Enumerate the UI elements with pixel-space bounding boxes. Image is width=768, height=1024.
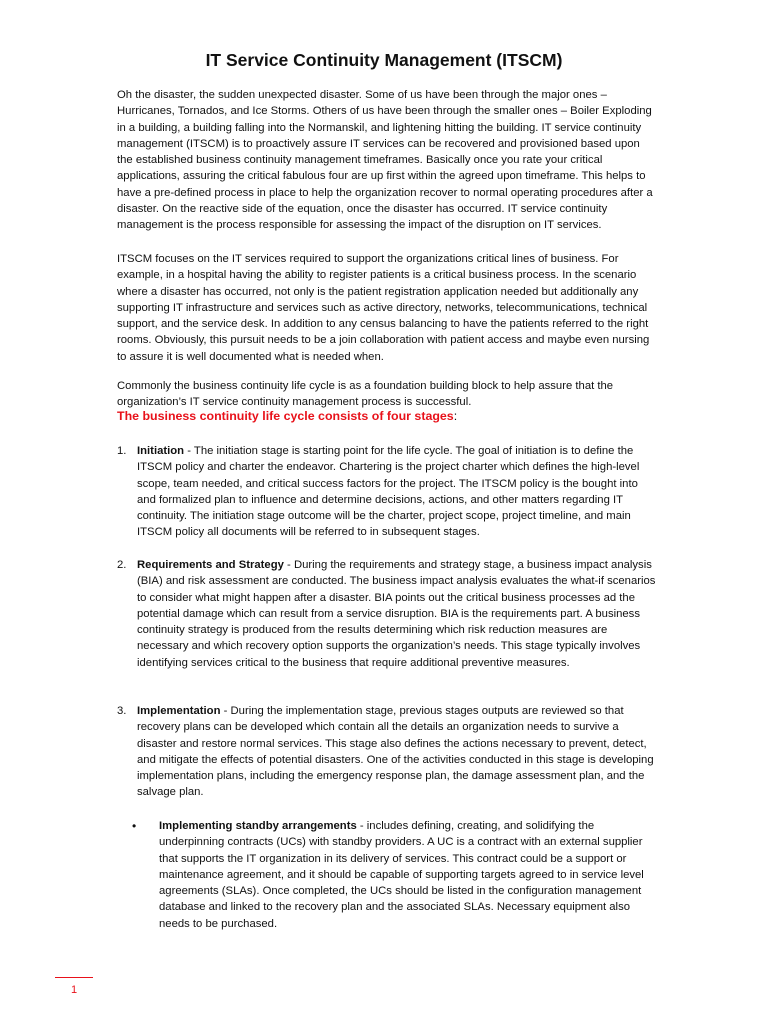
bullet-description: - includes defining, creating, and solidifying the underpinning contracts (UCs) with standby providers. A UC is a contract with an external supplier that supports the IT organization in its delivery of services. This contract could be a support or maintenance agreement, and it should be capable of supporting targets agreed to in service level agreements (SLAs). Once completed, the UCs should be listed in the configuration management database and linked to the recovery plan and the associated SLAs. Necessary equipment also needs to be purchased. bbox=[159, 820, 644, 930]
lifecycle-intro-paragraph: Commonly the business continuity life cycle is as a foundation building block to help assure that the organization’s IT service continuity management process is successful. bbox=[117, 380, 614, 409]
stage-term: Requirements and Strategy bbox=[137, 559, 284, 571]
list-number: 1. bbox=[117, 445, 127, 457]
bullet-icon: • bbox=[132, 819, 137, 833]
page-number: 1 bbox=[70, 984, 78, 996]
stage-content bbox=[137, 443, 657, 541]
bullet-item-standby-arrangements bbox=[132, 818, 652, 932]
itscm-focus-paragraph: ITSCM focuses on the IT services required to support the organizations critical lines of business. For example, in a hospital having the ability to register patients is a critical business process. In the scenario where a disaster has occurred, not only is the patient registration application needed but additionally any supporting IT infrastructure and services such as active directory, networks, telecommunications, technical support, and the service desk. In addition to any census balancing to have the patients referred to the right rooms. Obviously, this pursuit needs to be a join collaboration with patient access and maybe even nursing to assure it is well documented what is needed when. bbox=[117, 253, 650, 363]
bullet-content bbox=[159, 818, 652, 932]
stage-description: - During the implementation stage, previous stages outputs are reviewed so that recovery plans can be developed which contain all the details an organization needs to survive a disaster and restore normal services. This stage also defines the actions necessary to prevent, detect, and mitigate the effects of potential disasters. One of the activities conducted in this stage is developing implementation plans, including the emergency response plan, the damage assessment plan, and the salvage plan. bbox=[137, 705, 654, 799]
stage-description: - During the requirements and strategy stage, a business impact analysis (BIA) and risk assessment are conducted. The business impact analysis evaluates the what-if scenarios to consider what might happen after a disaster. BIA points out the critical business processes ad the potential damage which can result from a service disruption. BIA is the requirements part. A business continuity strategy is produced from the results determining which risk reduction measures are necessary and which recovery option supports the organization’s needs. This stage typically involves identifying services critical to the business that require additional preventive measures. bbox=[137, 559, 656, 669]
bullet-term: Implementing standby arrangements bbox=[159, 820, 357, 832]
list-number: 3. bbox=[117, 705, 127, 717]
stage-content bbox=[137, 557, 657, 671]
stage-description: - The initiation stage is starting point for the life cycle. The goal of initiation is to define the ITSCM policy and charter the endeavor. Chartering is the project charter which defines the high-level scope, team needed, and critical success factors for the project. The ITSCM policy is the bought into and formalized plan to influence and determine decisions, actions, and other matters regarding IT continuity. The initiation stage outcome will be the charter, project scope, project timeline, and main ITSCM policy all documents will be referred to in subsequent stages. bbox=[137, 445, 640, 539]
stage-item-requirements-strategy bbox=[117, 557, 657, 671]
stage-item-initiation bbox=[117, 443, 657, 541]
stage-term: Initiation bbox=[137, 445, 185, 457]
intro-paragraph: Oh the disaster, the sudden unexpected disaster. Some of us have been through the major ones – Hurricanes, Tornados, and Ice Storms. Others of us have been through the smaller ones – Boiler Exploding in a building, a building falling into the Normanskil, and lightening hitting the building. IT service continuity management (ITSCM) is to proactively assure IT services can be recovered and provisioned based upon the established business continuity management timeframes. Basically once you rate your critical applications, assuring the critical fabulous four are up first within the agreed upon timeframe. This helps to have a pre-defined process in place to help the organization recover to normal operating procedures after a disaster. On the reactive side of the equation, once the disaster has occurred. IT service continuity management is the process responsible for assessing the impact of the disruption on IT services. bbox=[117, 89, 653, 232]
stage-content bbox=[137, 703, 657, 801]
document-title: IT Service Continuity Management (ITSCM) bbox=[205, 50, 563, 70]
footer-divider bbox=[55, 977, 93, 978]
list-number: 2. bbox=[117, 559, 127, 571]
stages-heading bbox=[117, 409, 677, 423]
stage-item-implementation bbox=[117, 703, 657, 801]
stages-heading-colon: : bbox=[453, 409, 458, 423]
stages-heading-text: The business continuity life cycle consists of four stages bbox=[117, 409, 454, 423]
stage-term: Implementation bbox=[137, 705, 221, 717]
